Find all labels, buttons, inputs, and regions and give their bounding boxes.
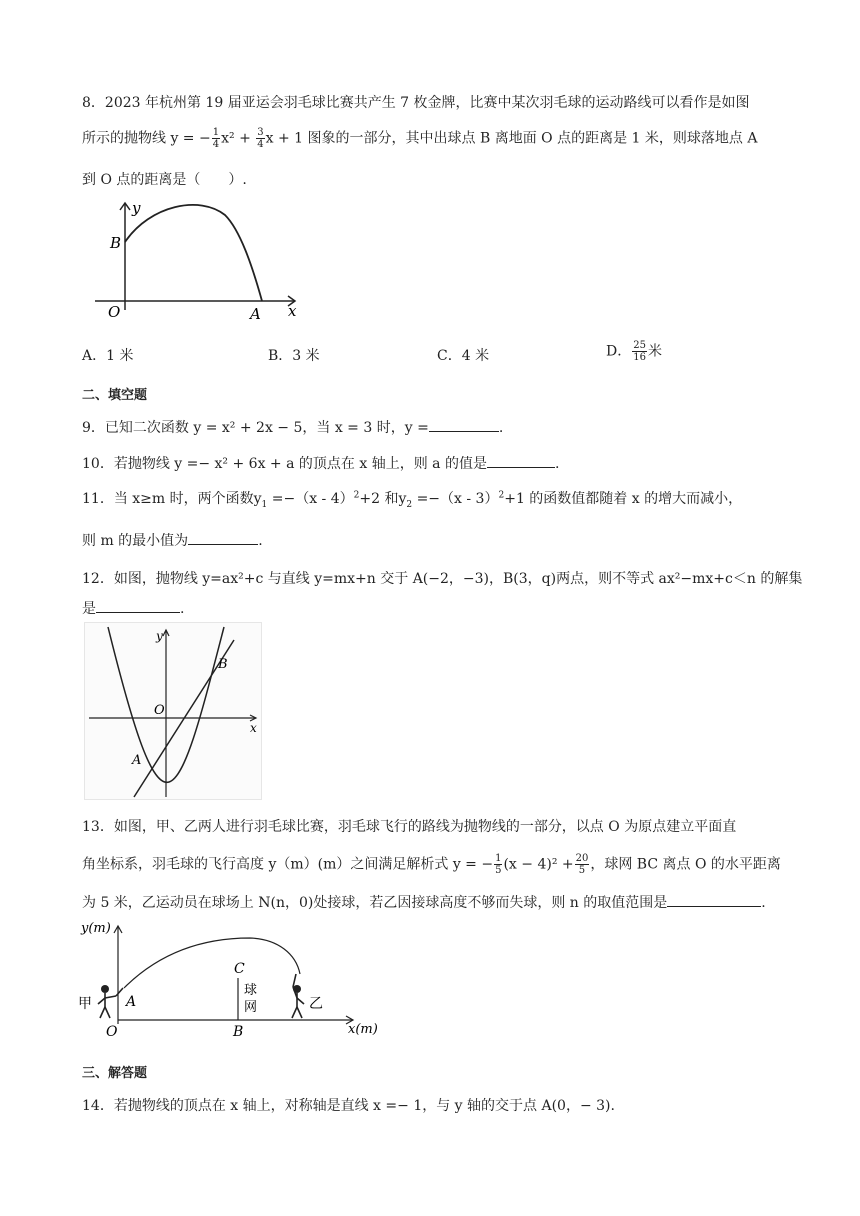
q13-end: .	[761, 895, 766, 911]
net-label-2: 网	[244, 1000, 258, 1015]
q11-exp1: 2	[353, 490, 360, 501]
q12-line2	[82, 598, 184, 618]
q13-text-a: 角坐标系，羽毛球的飞行高度 y（m）(m）之间满足解析式 y = −	[82, 856, 494, 873]
parabola-curve	[125, 205, 262, 301]
x-label: x(m)	[348, 1022, 378, 1037]
frac-num: 20	[575, 853, 589, 864]
option-b[interactable]: B．3 米	[268, 348, 320, 364]
x-label: x	[288, 302, 297, 320]
fraction-3-4	[256, 127, 264, 150]
q9-text: 9．已知二次函数 y = x² + 2x − 5，当 x = 3 时，y =	[82, 420, 429, 436]
q8-line2	[82, 127, 757, 150]
q8-line3: 到 O 点的距离是（ ）.	[82, 172, 247, 188]
point-a-label: A	[126, 994, 137, 1010]
origin-label: O	[154, 703, 165, 718]
option-d-suffix: 米	[647, 343, 662, 360]
q8-text-b: x² +	[221, 130, 256, 147]
origin-label: O	[108, 303, 121, 321]
point-b-label: B	[110, 234, 122, 252]
q10-end: .	[554, 456, 560, 472]
q11-line2-text: 则 m 的最小值为	[82, 533, 189, 549]
y1-symbol: y	[253, 491, 262, 507]
q11-text-a: 11．当 x≥m 时，两个函数	[82, 491, 254, 507]
q8-text-c: x + 1 图象的一部分，其中出球点 B 离地面 O 点的距离是 1 米，则球落地点 A	[265, 130, 758, 147]
point-a-label: A	[132, 753, 142, 768]
player-jia-icon	[98, 985, 123, 1018]
q13-line3	[82, 892, 766, 912]
q13-line1: 13．如图，甲、乙两人进行羽毛球比赛，羽毛球飞行的路线为抛物线的一部分，以点 O 为原点建立平面直	[82, 819, 737, 835]
answer-blank-q9[interactable]	[429, 419, 499, 432]
q11-func2b: +1 的函数值都随着 x 的增大而减小，	[504, 491, 743, 507]
y2-symbol: y	[398, 491, 407, 507]
frac-den: 16	[633, 352, 646, 363]
net-label-1: 球	[244, 983, 258, 998]
q11-end: .	[258, 533, 263, 549]
fraction-1-5	[494, 853, 502, 876]
q12-line1: 12．如图，抛物线 y=ax²+c 与直线 y=mx+n 交于 A(−2，−3)，B(3，q)两点，则不等式 ax²−mx+c＜n 的解集	[82, 571, 803, 587]
q11-exp2: 2	[498, 490, 505, 501]
q12-figure	[84, 622, 262, 800]
point-c-label: C	[234, 961, 245, 977]
q11-func2: =−（x - 3）	[412, 491, 499, 507]
q12-line2-text: 是	[82, 601, 96, 617]
q14: 14．若抛物线的顶点在 x 轴上，对称轴是直线 x =− 1，与 y 轴的交于点 A(0，− 3).	[82, 1098, 615, 1114]
y2-subscript: 2	[406, 499, 413, 510]
option-d[interactable]	[606, 340, 662, 363]
q9	[82, 417, 503, 437]
q13-line3-text: 为 5 米，乙运动员在球场上 N(n，0)处接球，若乙因接球高度不够而失球，则 n 的取值范围是	[82, 895, 668, 911]
point-b-label: B	[218, 657, 228, 672]
option-c[interactable]: C．4 米	[437, 348, 490, 364]
answer-blank-q13[interactable]	[667, 894, 761, 907]
figure-frame	[85, 623, 262, 800]
origin-label: O	[106, 1024, 118, 1040]
q10-text: 10．若抛物线 y =− x² + 6x + a 的顶点在 x 轴上，则 a 的值是	[82, 456, 487, 472]
q11-line1	[82, 488, 742, 510]
q13-line2	[82, 853, 781, 876]
player-yi-icon	[292, 974, 304, 1018]
x-label: x	[250, 721, 257, 735]
frac-den: 5	[495, 865, 502, 876]
y-label: y(m)	[81, 921, 111, 936]
player-yi-label: 乙	[309, 996, 323, 1012]
frac-num: 1	[212, 127, 220, 138]
option-d-prefix: D．	[606, 343, 632, 360]
section-heading-fill-in: 二、填空题	[82, 388, 148, 403]
q11-func1: =−（x - 4）	[267, 491, 354, 507]
answer-blank-q11[interactable]	[188, 532, 258, 545]
y-label: y	[132, 199, 141, 217]
fraction-25-16	[632, 340, 647, 363]
frac-num: 3	[257, 127, 264, 138]
q13-figure	[78, 912, 388, 1040]
q8-line1: 8．2023 年杭州第 19 届亚运会羽毛球比赛共产生 7 枚金牌，比赛中某次羽毛球的运动路线可以看作是如图	[82, 95, 750, 111]
player-jia-label: 甲	[78, 996, 92, 1012]
y1-subscript: 1	[261, 499, 268, 510]
point-a-label: A	[250, 305, 261, 323]
point-b-label: B	[233, 1024, 244, 1040]
shuttle-path	[124, 938, 300, 988]
q8-figure	[90, 195, 310, 325]
frac-den: 4	[212, 139, 220, 150]
q10	[82, 453, 559, 473]
q13-text-b: (x − 4)² +	[503, 856, 574, 873]
fraction-20-5	[575, 853, 590, 876]
frac-den: 5	[578, 865, 586, 876]
q12-end: .	[180, 601, 185, 617]
frac-num: 25	[633, 340, 646, 351]
section-heading-solve: 三、解答题	[82, 1066, 148, 1081]
q9-end: .	[498, 420, 504, 436]
q11-func1b: +2 和	[359, 491, 399, 507]
option-a[interactable]: A．1 米	[82, 348, 134, 364]
answer-blank-q10[interactable]	[487, 455, 555, 468]
frac-num: 1	[495, 853, 502, 864]
q8-text-a: 所示的抛物线 y = −	[82, 130, 211, 147]
fraction-1-4	[212, 127, 220, 150]
answer-blank-q12[interactable]	[96, 600, 180, 613]
y-label: y	[156, 629, 163, 643]
q13-text-c: ，球网 BC 离点 O 的水平距离	[590, 856, 781, 873]
q11-line2	[82, 530, 263, 550]
frac-den: 4	[257, 139, 264, 150]
